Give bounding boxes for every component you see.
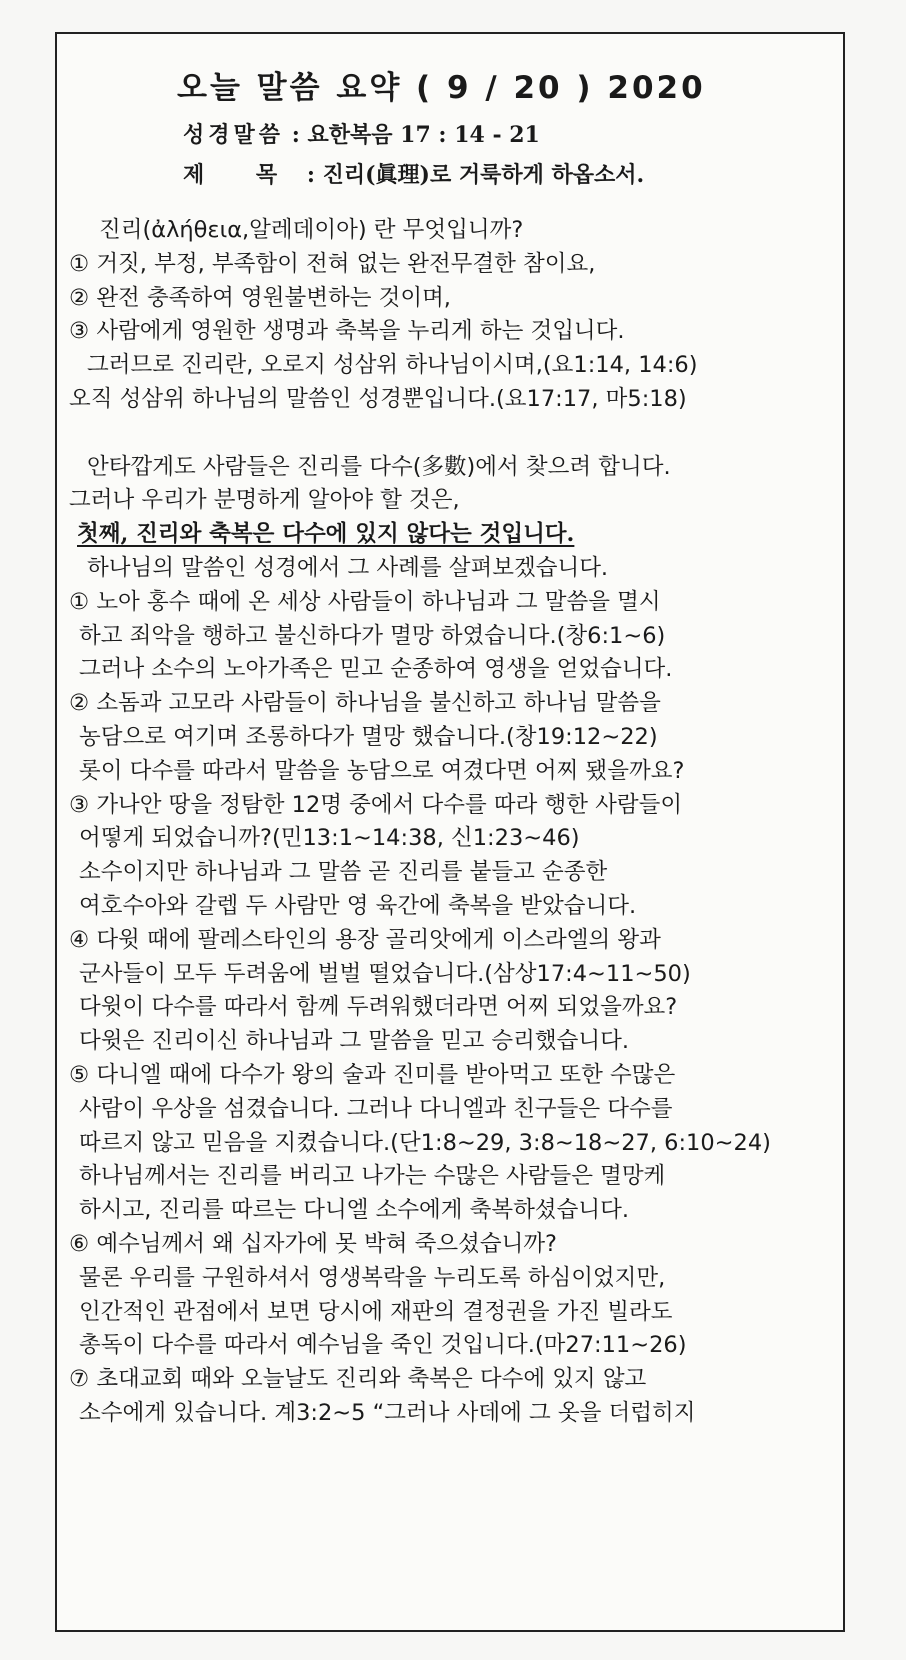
body-line: ② 완전 충족하여 영원불변하는 것이며, (69, 284, 451, 311)
body-line: 따르지 않고 믿음을 지켰습니다.(단1:8~29, 3:8~18~27, 6:10~24) (79, 1129, 771, 1156)
body-line: 사람이 우상을 섬겼습니다. 그러나 다니엘과 친구들은 다수를 (79, 1095, 673, 1122)
subject-line (183, 158, 644, 189)
body-line: 진리(ἀλήθεια,알레데이아) 란 무엇입니까? (99, 217, 524, 243)
body-line: 그러나 소수의 노아가족은 믿고 순종하여 영생을 얻었습니다. (79, 656, 673, 683)
body-line: ① 거짓, 부정, 부족함이 전혀 없는 완전무결한 참이요, (69, 250, 596, 277)
body-line: 농담으로 여기며 조롱하다가 멸망 했습니다.(창19:12~22) (79, 723, 658, 750)
body-line: 하나님께서는 진리를 버리고 나가는 수많은 사람들은 멸망케 (79, 1163, 666, 1190)
body-line: ③ 가나안 땅을 정탐한 12명 중에서 다수를 따라 행한 사람들이 (69, 791, 683, 818)
body-line: ④ 다윗 때에 팔레스타인의 용장 골리앗에게 이스라엘의 왕과 (69, 926, 661, 953)
body-line: ⑦ 초대교회 때와 오늘날도 진리와 축복은 다수에 있지 않고 (69, 1366, 647, 1393)
body-line: ② 소돔과 고모라 사람들이 하나님을 불신하고 하나님 말씀을 (69, 690, 661, 717)
body-line: 물론 우리를 구원하셔서 영생복락을 누리도록 하심이었지만, (79, 1264, 666, 1291)
emphasis-line (69, 518, 835, 552)
subject-value: : 진리(眞理)로 거룩하게 하옵소서. (306, 162, 645, 188)
body-line: 그러므로 진리란, 오로지 성삼위 하나님이시며,(요1:14, 14:6) (87, 352, 698, 379)
body-line: 어떻게 되었습니까?(민13:1~14:38, 신1:23~46) (79, 825, 580, 852)
body-line: 하시고, 진리를 따르는 다니엘 소수에게 축복하셨습니다. (79, 1197, 629, 1224)
body-line: 하나님의 말씀인 성경에서 그 사례를 살펴보겠습니다. (87, 554, 609, 581)
body-line: 군사들이 모두 두려움에 벌벌 떨었습니다.(삼상17:4~11~50) (79, 960, 691, 987)
body-line: 다윗이 다수를 따라서 함께 두려워했더라면 어찌 되었을까요? (79, 994, 678, 1021)
body-line: 인간적인 관점에서 보면 당시에 재판의 결정권을 가진 빌라도 (79, 1298, 673, 1325)
scripture-label: 성경말씀 (183, 122, 285, 148)
sermon-body (69, 214, 835, 1431)
body-line: 하고 죄악을 행하고 불신하다가 멸망 하였습니다.(창6:1~6) (79, 622, 666, 649)
emphasis-text: 첫째, 진리와 축복은 다수에 있지 않다는 것입니다. (77, 521, 575, 548)
body-line: 오직 성삼위 하나님의 말씀인 성경뿐입니다.(요17:17, 마5:18) (69, 385, 687, 412)
body-line: 총독이 다수를 따라서 예수님을 죽인 것입니다.(마27:11~26) (79, 1332, 687, 1359)
body-line: 여호수아와 갈렙 두 사람만 영 육간에 축복을 받았습니다. (79, 892, 637, 919)
body-line: 롯이 다수를 따라서 말씀을 농담으로 여겼다면 어찌 됐을까요? (79, 757, 685, 784)
body-line: 소수이지만 하나님과 그 말씀 곧 진리를 붙들고 순종한 (79, 859, 608, 886)
scripture-line (183, 118, 540, 149)
body-line: ⑥ 예수님께서 왜 십자가에 못 박혀 죽으셨습니까? (69, 1230, 557, 1257)
body-line: 소수에게 있습니다. 계3:2~5 “그러나 사데에 그 옷을 더럽히지 (79, 1399, 696, 1426)
body-line: 그러나 우리가 분명하게 알아야 할 것은, (69, 487, 460, 514)
subject-label: 제 목 (183, 162, 300, 188)
blank-line (69, 417, 835, 451)
body-line: 안타깝게도 사람들은 진리를 다수(多數)에서 찾으려 합니다. (87, 453, 671, 480)
body-line: ③ 사람에게 영원한 생명과 축복을 누리게 하는 것입니다. (69, 318, 625, 345)
body-line: ① 노아 홍수 때에 온 세상 사람들이 하나님과 그 말씀을 멸시 (69, 588, 661, 615)
scripture-value: : 요한복음 17 : 14 - 21 (291, 122, 540, 148)
page-title: 오늘 말씀 요약 ( 9 / 20 ) 2020 (177, 70, 706, 106)
body-line: 다윗은 진리이신 하나님과 그 말씀을 믿고 승리했습니다. (79, 1028, 629, 1055)
body-line: ⑤ 다니엘 때에 다수가 왕의 술과 진미를 받아먹고 또한 수많은 (69, 1061, 676, 1088)
document-page (55, 32, 845, 1632)
